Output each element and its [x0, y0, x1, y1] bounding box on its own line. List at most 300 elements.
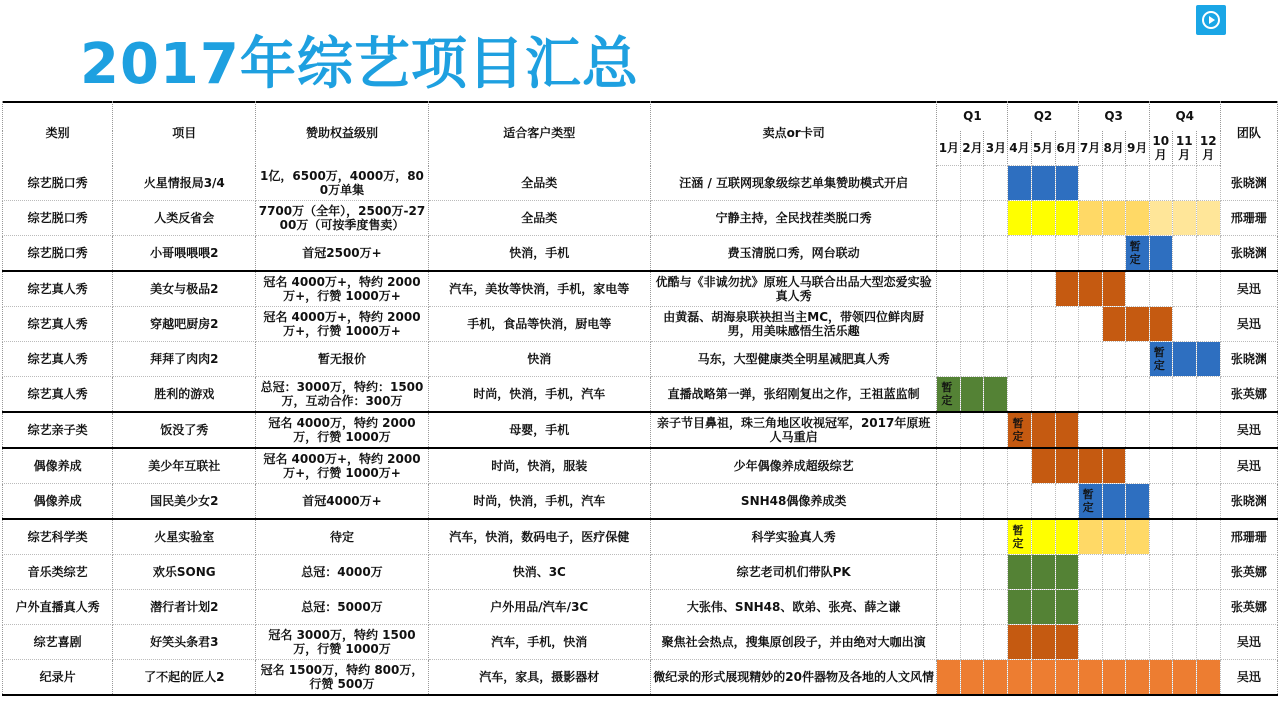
- selling-point-cell: 马东，大型健康类全明星减肥真人秀: [650, 342, 936, 377]
- schedule-cell: [1008, 484, 1031, 520]
- schedule-cell: [1008, 519, 1031, 555]
- tentative-tag: 暂定: [941, 381, 953, 407]
- schedule-cell: [1149, 448, 1172, 484]
- schedule-cell: [1102, 307, 1125, 342]
- schedule-cell: [1055, 519, 1078, 555]
- schedule-cell: [1031, 377, 1055, 413]
- schedule-cell: [1055, 484, 1078, 520]
- schedule-cell: [1196, 555, 1220, 590]
- header-category: 类别: [3, 101, 113, 166]
- schedule-cell: [984, 166, 1008, 201]
- schedule-cell: [1125, 236, 1149, 272]
- schedule-cell: [937, 201, 961, 236]
- schedule-cell: [1196, 590, 1220, 625]
- schedule-cell: [1078, 166, 1102, 201]
- client-type-cell: 汽车，家具，摄影器材: [428, 660, 650, 696]
- schedule-cell: [1125, 412, 1149, 448]
- schedule-cell: [1125, 166, 1149, 201]
- schedule-cell: [1031, 307, 1055, 342]
- schedule-cell: [1125, 555, 1149, 590]
- sponsor-level-cell: 1亿，6500万，4000万，800万单集: [256, 166, 428, 201]
- client-type-cell: 时尚，快消，手机，汽车: [428, 377, 650, 413]
- schedule-cell: [937, 412, 961, 448]
- schedule-cell: [1055, 377, 1078, 413]
- schedule-cell: [1149, 307, 1172, 342]
- sponsor-level-cell: 冠名 1500万，特约 800万，行赞 500万: [256, 660, 428, 696]
- schedule-cell: [1149, 271, 1172, 307]
- table-row: [3, 201, 1278, 236]
- sponsor-level-cell: 7700万（全年），2500万-2700万（可按季度售卖）: [256, 201, 428, 236]
- header-month: 10 月: [1149, 131, 1172, 166]
- client-type-cell: 快消: [428, 342, 650, 377]
- schedule-cell: [1102, 412, 1125, 448]
- header-q1: Q1: [937, 101, 1008, 131]
- selling-point-cell: SNH48偶像养成类: [650, 484, 936, 520]
- schedule-cell: [937, 625, 961, 660]
- header-month: 12 月: [1196, 131, 1220, 166]
- sponsor-level-cell: 冠名 4000万+，特约 2000万+，行赞 1000万+: [256, 448, 428, 484]
- schedule-cell: [1125, 271, 1149, 307]
- schedule-cell: [1031, 590, 1055, 625]
- schedule-cell: [1172, 590, 1196, 625]
- schedule-cell: [1196, 484, 1220, 520]
- schedule-cell: [1149, 660, 1172, 696]
- schedule-cell: [1196, 271, 1220, 307]
- header-month: 7月: [1078, 131, 1102, 166]
- category-cell: 综艺亲子类: [3, 412, 113, 448]
- schedule-cell: [1125, 377, 1149, 413]
- sponsor-level-cell: 总冠：3000万，特约：1500万，互动合作：300万: [256, 377, 428, 413]
- schedule-cell: [984, 590, 1008, 625]
- schedule-cell: [961, 590, 984, 625]
- schedule-cell: [1125, 484, 1149, 520]
- client-type-cell: 时尚，快消，服装: [428, 448, 650, 484]
- schedule-cell: [1196, 377, 1220, 413]
- schedule-cell: [1078, 555, 1102, 590]
- schedule-cell: [937, 448, 961, 484]
- schedule-cell: [1078, 271, 1102, 307]
- schedule-cell: [1055, 201, 1078, 236]
- schedule-cell: [1196, 448, 1220, 484]
- schedule-cell: [1078, 519, 1102, 555]
- schedule-cell: [1031, 519, 1055, 555]
- sponsor-level-cell: 暂无报价: [256, 342, 428, 377]
- client-type-cell: 汽车，美妆等快消，手机，家电等: [428, 271, 650, 307]
- schedule-cell: [961, 377, 984, 413]
- schedule-cell: [1172, 271, 1196, 307]
- schedule-cell: [1149, 342, 1172, 377]
- selling-point-cell: 科学实验真人秀: [650, 519, 936, 555]
- schedule-cell: [1008, 377, 1031, 413]
- schedule-cell: [961, 412, 984, 448]
- schedule-cell: [1196, 307, 1220, 342]
- header-month: 1月: [937, 131, 961, 166]
- schedule-cell: [937, 342, 961, 377]
- schedule-cell: [1172, 484, 1196, 520]
- schedule-cell: [1055, 342, 1078, 377]
- schedule-cell: [937, 660, 961, 696]
- category-cell: 音乐类综艺: [3, 555, 113, 590]
- schedule-cell: [1078, 448, 1102, 484]
- team-cell: 张晓渊: [1220, 484, 1277, 520]
- header-team: 团队: [1220, 101, 1277, 166]
- schedule-cell: [1102, 201, 1125, 236]
- schedule-cell: [1031, 271, 1055, 307]
- schedule-cell: [1125, 201, 1149, 236]
- schedule-cell: [1172, 555, 1196, 590]
- schedule-cell: [984, 236, 1008, 272]
- schedule-cell: [1008, 307, 1031, 342]
- sponsor-level-cell: 冠名 4000万，特约 2000万，行赞 1000万: [256, 412, 428, 448]
- table-row: [3, 236, 1278, 272]
- schedule-cell: [1102, 590, 1125, 625]
- header-month: 6月: [1055, 131, 1078, 166]
- schedule-cell: [1196, 236, 1220, 272]
- client-type-cell: 户外用品/汽车/3C: [428, 590, 650, 625]
- table-row: [3, 271, 1278, 307]
- schedule-cell: [961, 201, 984, 236]
- schedule-cell: [1149, 201, 1172, 236]
- tentative-tag: 暂定: [1153, 346, 1165, 372]
- schedule-cell: [937, 555, 961, 590]
- schedule-cell: [1008, 271, 1031, 307]
- schedule-cell: [1102, 166, 1125, 201]
- project-cell: 好笑头条君3: [113, 625, 256, 660]
- schedule-cell: [1125, 590, 1149, 625]
- table-row: [3, 412, 1278, 448]
- schedule-cell: [1078, 660, 1102, 696]
- schedule-cell: [1149, 519, 1172, 555]
- schedule-cell: [1031, 236, 1055, 272]
- schedule-cell: [1149, 166, 1172, 201]
- selling-point-cell: 宁静主持，全民找茬类脱口秀: [650, 201, 936, 236]
- schedule-cell: [1031, 484, 1055, 520]
- category-cell: 综艺真人秀: [3, 342, 113, 377]
- schedule-cell: [1078, 236, 1102, 272]
- schedule-cell: [1008, 660, 1031, 696]
- team-cell: 邢珊珊: [1220, 519, 1277, 555]
- schedule-cell: [1102, 519, 1125, 555]
- schedule-cell: [937, 590, 961, 625]
- header-month: 11 月: [1172, 131, 1196, 166]
- play-circle-icon: [1201, 10, 1221, 30]
- schedule-cell: [1125, 625, 1149, 660]
- schedule-cell: [984, 377, 1008, 413]
- schedule-cell: [1102, 448, 1125, 484]
- schedule-cell: [1031, 555, 1055, 590]
- schedule-cell: [1055, 236, 1078, 272]
- schedule-cell: [1031, 166, 1055, 201]
- header-month: 8月: [1102, 131, 1125, 166]
- sponsor-level-cell: 总冠：5000万: [256, 590, 428, 625]
- schedule-cell: [1172, 519, 1196, 555]
- project-cell: 饭没了秀: [113, 412, 256, 448]
- schedule-cell: [984, 201, 1008, 236]
- schedule-cell: [1008, 236, 1031, 272]
- category-cell: 综艺喜剧: [3, 625, 113, 660]
- schedule-cell: [1149, 590, 1172, 625]
- team-cell: 张晓渊: [1220, 342, 1277, 377]
- schedule-cell: [961, 307, 984, 342]
- header-q3: Q3: [1078, 101, 1149, 131]
- table-row: [3, 625, 1278, 660]
- schedule-cell: [1078, 625, 1102, 660]
- schedule-cell: [1102, 484, 1125, 520]
- schedule-cell: [984, 412, 1008, 448]
- schedule-cell: [1125, 342, 1149, 377]
- team-cell: 吴迅: [1220, 307, 1277, 342]
- header-project: 项目: [113, 101, 256, 166]
- selling-point-cell: 直播战略第一弹，张绍刚复出之作，王祖蓝监制: [650, 377, 936, 413]
- schedule-cell: [1031, 342, 1055, 377]
- schedule-cell: [961, 236, 984, 272]
- header-selling-point: 卖点or卡司: [650, 101, 936, 166]
- schedule-cell: [1172, 342, 1196, 377]
- category-cell: 综艺真人秀: [3, 377, 113, 413]
- header-q2: Q2: [1008, 101, 1078, 131]
- schedule-cell: [961, 625, 984, 660]
- client-type-cell: 快消，手机: [428, 236, 650, 272]
- schedule-cell: [1008, 448, 1031, 484]
- header-month: 5月: [1031, 131, 1055, 166]
- schedule-cell: [1125, 307, 1149, 342]
- schedule-cell: [1196, 342, 1220, 377]
- schedule-cell: [937, 166, 961, 201]
- schedule-cell: [1125, 519, 1149, 555]
- schedule-cell: [984, 660, 1008, 696]
- sponsor-level-cell: 总冠：4000万: [256, 555, 428, 590]
- schedule-cell: [1055, 448, 1078, 484]
- header-client-type: 适合客户类型: [428, 101, 650, 166]
- team-cell: 张晓渊: [1220, 236, 1277, 272]
- header-month: 9月: [1125, 131, 1149, 166]
- schedule-cell: [937, 519, 961, 555]
- schedule-cell: [1031, 660, 1055, 696]
- schedule-cell: [961, 660, 984, 696]
- schedule-cell: [937, 377, 961, 413]
- schedule-cell: [961, 555, 984, 590]
- schedule-cell: [1102, 377, 1125, 413]
- schedule-cell: [1008, 555, 1031, 590]
- schedule-cell: [1149, 555, 1172, 590]
- schedule-cell: [1149, 236, 1172, 272]
- schedule-cell: [1008, 625, 1031, 660]
- project-cell: 小哥喂喂喂2: [113, 236, 256, 272]
- selling-point-cell: 聚焦社会热点，搜集原创段子，并由绝对大咖出演: [650, 625, 936, 660]
- schedule-cell: [1196, 519, 1220, 555]
- schedule-cell: [961, 448, 984, 484]
- schedule-cell: [1196, 625, 1220, 660]
- project-cell: 美女与极品2: [113, 271, 256, 307]
- schedule-cell: [1008, 590, 1031, 625]
- project-cell: 潜行者计划2: [113, 590, 256, 625]
- schedule-cell: [1196, 412, 1220, 448]
- schedule-cell: [961, 342, 984, 377]
- category-cell: 综艺真人秀: [3, 271, 113, 307]
- project-cell: 国民美少女2: [113, 484, 256, 520]
- schedule-cell: [1055, 412, 1078, 448]
- schedule-cell: [1078, 412, 1102, 448]
- table-row: [3, 590, 1278, 625]
- schedule-cell: [984, 307, 1008, 342]
- sponsor-level-cell: 冠名 3000万，特约 1500万，行赞 1000万: [256, 625, 428, 660]
- table-row: [3, 484, 1278, 520]
- schedule-cell: [1102, 625, 1125, 660]
- team-cell: 邢珊珊: [1220, 201, 1277, 236]
- table-row: [3, 660, 1278, 696]
- sponsor-level-cell: 首冠4000万+: [256, 484, 428, 520]
- schedule-cell: [1149, 625, 1172, 660]
- schedule-cell: [1055, 660, 1078, 696]
- play-button[interactable]: [1196, 5, 1226, 35]
- table-row: [3, 166, 1278, 201]
- schedule-cell: [1102, 236, 1125, 272]
- selling-point-cell: 费玉清脱口秀，网台联动: [650, 236, 936, 272]
- team-cell: 张英娜: [1220, 555, 1277, 590]
- selling-point-cell: 由黄磊、胡海泉联袂担当主MC，带领四位鲜肉厨男，用美味感悟生活乐趣: [650, 307, 936, 342]
- schedule-cell: [1055, 555, 1078, 590]
- schedule-cell: [1196, 166, 1220, 201]
- client-type-cell: 母婴，手机: [428, 412, 650, 448]
- schedule-cell: [984, 484, 1008, 520]
- schedule-cell: [1172, 412, 1196, 448]
- schedule-cell: [1172, 166, 1196, 201]
- project-cell: 美少年互联社: [113, 448, 256, 484]
- team-cell: 张英娜: [1220, 377, 1277, 413]
- project-cell: 人类反省会: [113, 201, 256, 236]
- sponsor-level-cell: 冠名 4000万+，特约 2000万+，行赞 1000万+: [256, 271, 428, 307]
- client-type-cell: 快消、3C: [428, 555, 650, 590]
- team-cell: 吴迅: [1220, 660, 1277, 696]
- schedule-cell: [1172, 625, 1196, 660]
- selling-point-cell: 汪涵 / 互联网现象级综艺单集赞助模式开启: [650, 166, 936, 201]
- schedule-cell: [1078, 201, 1102, 236]
- schedule-cell: [1172, 236, 1196, 272]
- client-type-cell: 手机，食品等快消，厨电等: [428, 307, 650, 342]
- schedule-cell: [1125, 660, 1149, 696]
- table-row: [3, 307, 1278, 342]
- team-cell: 张英娜: [1220, 590, 1277, 625]
- category-cell: 纪录片: [3, 660, 113, 696]
- table-row: [3, 555, 1278, 590]
- project-cell: 穿越吧厨房2: [113, 307, 256, 342]
- schedule-cell: [1008, 412, 1031, 448]
- schedule-cell: [961, 271, 984, 307]
- project-cell: 火星情报局3/4: [113, 166, 256, 201]
- project-cell: 了不起的匠人2: [113, 660, 256, 696]
- schedule-cell: [1172, 201, 1196, 236]
- schedule-cell: [1055, 625, 1078, 660]
- schedule-cell: [984, 271, 1008, 307]
- schedule-cell: [1055, 166, 1078, 201]
- schedule-cell: [984, 448, 1008, 484]
- selling-point-cell: 亲子节目鼻祖，珠三角地区收视冠军，2017年原班人马重启: [650, 412, 936, 448]
- schedule-cell: [937, 271, 961, 307]
- schedule-cell: [1125, 448, 1149, 484]
- selling-point-cell: 大张伟、SNH48、欧弟、张亮、薛之谦: [650, 590, 936, 625]
- schedule-cell: [1149, 412, 1172, 448]
- project-cell: 拜拜了肉肉2: [113, 342, 256, 377]
- page-title: 2017年综艺项目汇总: [80, 32, 639, 97]
- tentative-tag: 暂定: [1012, 417, 1024, 443]
- client-type-cell: 全品类: [428, 201, 650, 236]
- schedule-cell: [1172, 660, 1196, 696]
- tentative-tag: 暂定: [1129, 240, 1141, 266]
- sponsor-level-cell: 首冠2500万+: [256, 236, 428, 272]
- project-cell: 胜利的游戏: [113, 377, 256, 413]
- header-q4: Q4: [1149, 101, 1220, 131]
- sponsor-level-cell: 待定: [256, 519, 428, 555]
- schedule-cell: [961, 166, 984, 201]
- header-sponsor-level: 赞助权益级别: [256, 101, 428, 166]
- client-type-cell: 汽车，手机，快消: [428, 625, 650, 660]
- schedule-cell: [1102, 555, 1125, 590]
- schedule-cell: [1078, 342, 1102, 377]
- category-cell: 户外直播真人秀: [3, 590, 113, 625]
- schedule-cell: [1078, 590, 1102, 625]
- schedule-cell: [1196, 660, 1220, 696]
- selling-point-cell: 综艺老司机们带队PK: [650, 555, 936, 590]
- header-month: 4月: [1008, 131, 1031, 166]
- team-cell: 吴迅: [1220, 625, 1277, 660]
- team-cell: 张晓渊: [1220, 166, 1277, 201]
- header-month: 2月: [961, 131, 984, 166]
- table-row: [3, 519, 1278, 555]
- table-row: [3, 377, 1278, 413]
- schedule-cell: [1031, 412, 1055, 448]
- schedule-cell: [961, 519, 984, 555]
- sponsor-level-cell: 冠名 4000万+，特约 2000万+，行赞 1000万+: [256, 307, 428, 342]
- schedule-cell: [984, 519, 1008, 555]
- schedule-cell: [1149, 377, 1172, 413]
- schedule-cell: [937, 307, 961, 342]
- schedule-cell: [1055, 307, 1078, 342]
- schedule-cell: [984, 625, 1008, 660]
- schedule-cell: [1102, 660, 1125, 696]
- category-cell: 综艺脱口秀: [3, 236, 113, 272]
- category-cell: 偶像养成: [3, 484, 113, 520]
- schedule-cell: [1102, 271, 1125, 307]
- category-cell: 综艺脱口秀: [3, 201, 113, 236]
- schedule-cell: [1172, 448, 1196, 484]
- category-cell: 综艺真人秀: [3, 307, 113, 342]
- header-month: 3月: [984, 131, 1008, 166]
- schedule-cell: [1078, 377, 1102, 413]
- table-row: [3, 342, 1278, 377]
- tentative-tag: 暂定: [1082, 488, 1094, 514]
- client-type-cell: 汽车，快消，数码电子，医疗保健: [428, 519, 650, 555]
- schedule-cell: [961, 484, 984, 520]
- table-row: [3, 448, 1278, 484]
- schedule-cell: [1078, 307, 1102, 342]
- schedule-cell: [1031, 448, 1055, 484]
- schedule-cell: [1008, 201, 1031, 236]
- schedule-cell: [1055, 590, 1078, 625]
- schedule-cell: [1008, 342, 1031, 377]
- schedule-cell: [1055, 271, 1078, 307]
- tentative-tag: 暂定: [1012, 524, 1024, 550]
- schedule-cell: [984, 342, 1008, 377]
- team-cell: 吴迅: [1220, 448, 1277, 484]
- schedule-cell: [1149, 484, 1172, 520]
- selling-point-cell: 优酷与《非诚勿扰》原班人马联合出品大型恋爱实验真人秀: [650, 271, 936, 307]
- schedule-cell: [937, 236, 961, 272]
- summary-table: [2, 101, 1278, 707]
- team-cell: 吴迅: [1220, 412, 1277, 448]
- client-type-cell: 全品类: [428, 166, 650, 201]
- schedule-cell: [937, 484, 961, 520]
- schedule-cell: [1078, 484, 1102, 520]
